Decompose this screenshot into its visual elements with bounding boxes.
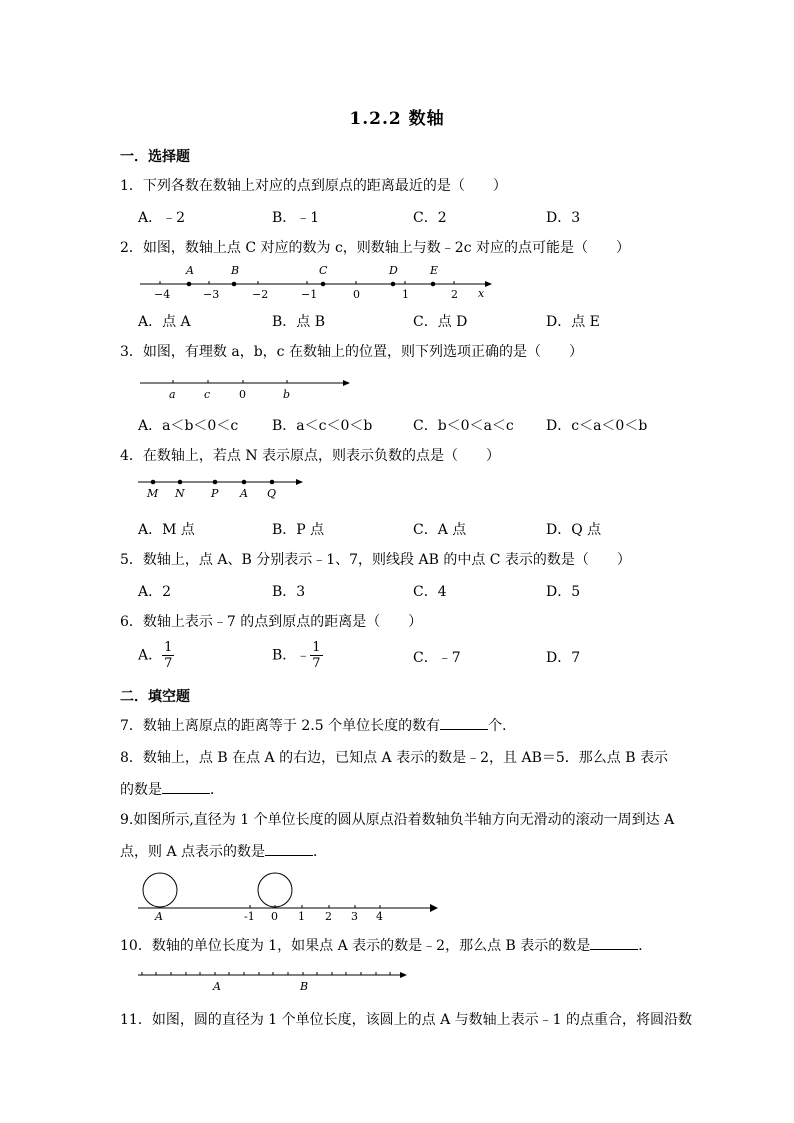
q10-label-a: A <box>213 980 221 993</box>
q2-point-c <box>321 282 326 287</box>
q7-answer-blank[interactable] <box>440 717 488 730</box>
q3-option-c: C．b＜0＜a＜c <box>413 418 514 434</box>
q2-tick-label: 2 <box>451 288 458 301</box>
q6-option-c: C．﹣7 <box>413 650 461 666</box>
q2-point-d <box>391 282 396 287</box>
q2-tick-label: −2 <box>252 288 269 301</box>
q5-option-c: C．4 <box>413 584 447 600</box>
page-title: 1.2.2 数轴 <box>349 109 445 129</box>
q2-option-a: A．点 A <box>138 314 191 330</box>
q2-number-line <box>140 262 500 304</box>
q2-tick-label: 1 <box>402 288 409 301</box>
q3-option-b: B．a＜c＜0＜b <box>272 418 373 434</box>
q3-label-c: c <box>204 388 211 401</box>
q4-point-p <box>213 480 218 485</box>
q4-label-p: P <box>211 487 219 500</box>
q9-circle-origin <box>258 873 292 907</box>
q6-option-d: D．7 <box>546 650 581 666</box>
q3-label-a: a <box>169 388 176 401</box>
q10-label-b: B <box>300 980 309 993</box>
q9-answer-blank[interactable] <box>265 843 313 856</box>
q4-option-c: C．A 点 <box>413 522 467 538</box>
q4-label-a: A <box>240 487 248 500</box>
q10-number-line <box>138 965 413 995</box>
q4-point-a <box>242 480 247 485</box>
q1-option-d: D．3 <box>546 210 581 226</box>
q9-figure <box>138 872 443 922</box>
q2-axis-label: x <box>478 287 485 300</box>
q2-point-a <box>187 282 192 287</box>
q4-label-q: Q <box>267 487 277 500</box>
q5-option-a: A．2 <box>138 584 172 600</box>
question-10: 10．数轴的单位长度为 1，如果点 A 表示的数是﹣2，那么点 B 表示的数是 ． <box>120 938 653 954</box>
question-1: 1．下列各数在数轴上对应的点到原点的距离最近的是（ ） <box>120 178 507 194</box>
q3-label-b: b <box>283 388 291 401</box>
q2-tick-label: −1 <box>301 288 318 301</box>
section-choice-heading: 一．选择题 <box>120 149 190 165</box>
question-7: 7．数轴上离原点的距离等于 2.5 个单位长度的数有 个． <box>120 718 517 734</box>
question-9: 9.如图所示,直径为 1 个单位长度的圆从原点沿着数轴负半轴方向无滑动的滚动一周到达 A 点，则 A 点表示的数是 ． <box>120 812 675 860</box>
q9-tick-label: 4 <box>376 910 383 923</box>
q4-option-d: D．Q 点 <box>546 522 602 538</box>
q2-point-label: D <box>389 264 398 277</box>
q9-tick-label: 2 <box>325 910 332 923</box>
q6-option-a: A． $\frac{1}{7}$ <box>138 640 173 671</box>
section-fill-heading: 二．填空题 <box>120 689 190 705</box>
q9-tick-label: 1 <box>298 910 305 923</box>
q1-option-c: C．2 <box>413 210 447 226</box>
question-8: 8．数轴上，点 B 在点 A 的右边，已知点 A 表示的数是﹣2，且 AB＝5．那么点 B 表示的数是 ． <box>120 750 668 798</box>
question-11: 11．如图，圆的直径为 1 个单位长度，该圆上的点 A 与数轴上表示﹣1 的点重合，将圆沿数 <box>120 1012 692 1028</box>
q6-option-b: B．﹣ $\frac{1}{7}$ <box>272 640 321 671</box>
q3-label-zero: 0 <box>239 388 246 401</box>
q10-answer-blank[interactable] <box>590 937 638 950</box>
question-3: 3．如图，有理数 a，b，c 在数轴上的位置，则下列选项正确的是（ ） <box>120 344 583 360</box>
q4-option-b: B．P 点 <box>272 522 325 538</box>
q4-label-m: M <box>147 487 159 500</box>
q2-point-b <box>232 282 237 287</box>
q2-point-label: A <box>186 264 194 277</box>
q2-point-label: B <box>231 264 240 277</box>
q2-option-b: B．点 B <box>272 314 326 330</box>
q9-circle-left <box>143 873 177 907</box>
q4-point-q <box>270 480 275 485</box>
question-6: 6．数轴上表示﹣7 的点到原点的距离是（ ） <box>120 614 423 630</box>
q5-option-d: D．5 <box>546 584 581 600</box>
question-4: 4．在数轴上，若点 N 表示原点，则表示负数的点是（ ） <box>120 448 501 464</box>
q4-label-n: N <box>175 487 185 500</box>
q3-option-a: A．a＜b＜0＜c <box>138 418 239 434</box>
q8-answer-blank[interactable] <box>162 781 210 794</box>
q4-point-m <box>151 480 156 485</box>
q2-tick-label: −4 <box>154 288 171 301</box>
q9-tick-label: 0 <box>271 910 278 923</box>
q1-option-a: A．﹣2 <box>138 210 186 226</box>
question-2: 2．如图，数轴上点 C 对应的数为 c，则数轴上与数﹣2c 对应的点可能是（ ） <box>120 240 631 256</box>
q4-point-n <box>178 480 183 485</box>
q2-tick-label: 0 <box>353 288 360 301</box>
q4-option-a: A．M 点 <box>138 522 195 538</box>
q3-option-d: D．c＜a＜0＜b <box>546 418 648 434</box>
q4-number-line <box>138 472 308 504</box>
q2-point-e <box>431 282 436 287</box>
q1-option-b: B．﹣1 <box>272 210 320 226</box>
q5-option-b: B．3 <box>272 584 306 600</box>
q9-tick-label: 3 <box>351 910 358 923</box>
q9-tick-label: -1 <box>244 910 255 923</box>
question-5: 5．数轴上，点 A、B 分别表示﹣1、7，则线段 AB 的中点 C 表示的数是（ ） <box>120 552 631 568</box>
q2-option-c: C．点 D <box>413 314 468 330</box>
q2-tick-label: −3 <box>203 288 220 301</box>
q3-number-line <box>140 372 355 404</box>
q2-point-label: E <box>430 264 439 277</box>
q2-point-label: C <box>319 264 328 277</box>
q9-label-a: A <box>155 910 163 923</box>
q2-option-d: D．点 E <box>546 314 600 330</box>
